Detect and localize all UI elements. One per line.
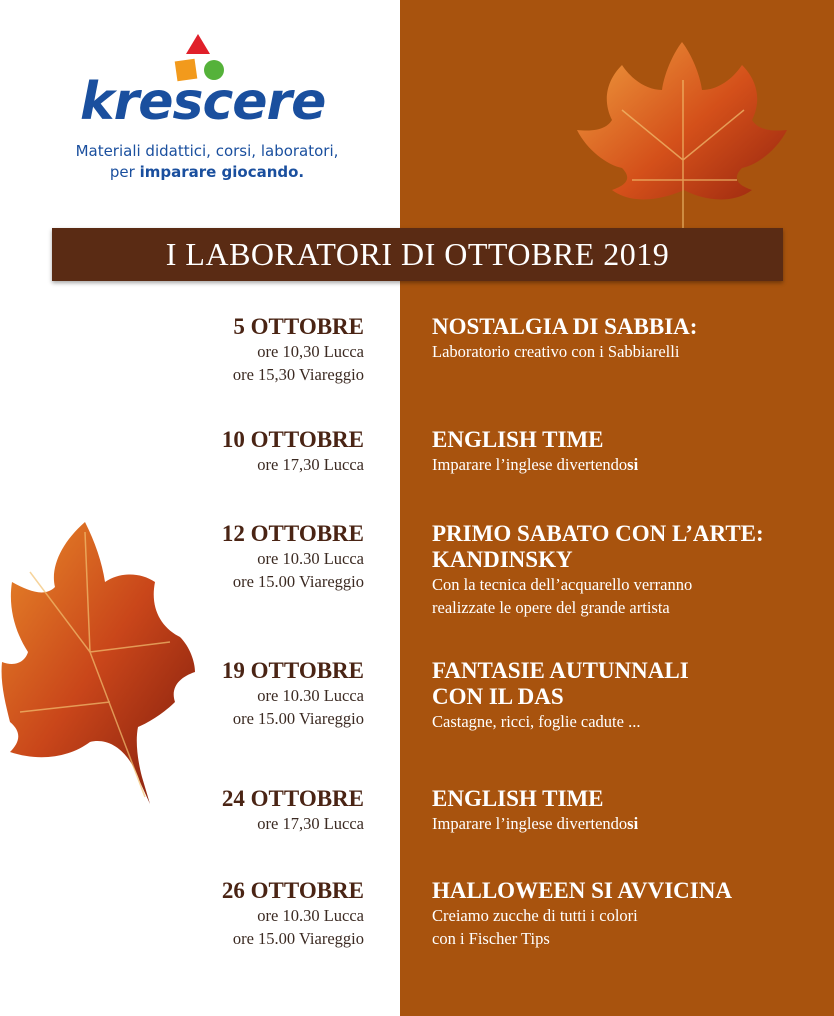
event-info bbox=[432, 521, 812, 619]
brand-name: krescere bbox=[80, 72, 326, 132]
event-title: FANTASIE AUTUNNALI bbox=[432, 658, 689, 683]
event-time: ore 10.30 Lucca bbox=[257, 906, 364, 925]
event-time: ore 15.00 Viareggio bbox=[232, 709, 364, 728]
event-description: Con la tecnica dell’acquarello verranno bbox=[432, 575, 693, 594]
event-info bbox=[432, 878, 812, 950]
event-date: 24 OTTOBRE bbox=[221, 786, 364, 811]
event-title: ENGLISH TIME bbox=[432, 427, 604, 452]
tagline-line2: per imparare giocando. bbox=[109, 163, 305, 181]
event-schedule bbox=[64, 314, 364, 386]
event-schedule bbox=[64, 878, 364, 950]
krescere-logo bbox=[52, 32, 372, 192]
event-time: ore 15,30 Viareggio bbox=[232, 365, 364, 384]
event-date: 12 OTTOBRE bbox=[221, 521, 364, 546]
event-schedule bbox=[64, 786, 364, 835]
event-title: KANDINSKY bbox=[432, 547, 573, 572]
event-description: Imparare l’inglese divertendosi bbox=[432, 455, 639, 474]
event-description: Castagne, ricci, foglie cadute ... bbox=[432, 712, 641, 731]
event-title: PRIMO SABATO CON L’ARTE: bbox=[432, 521, 764, 546]
event-time: ore 17,30 Lucca bbox=[257, 455, 364, 474]
event-schedule bbox=[64, 658, 364, 730]
event-date: 19 OTTOBRE bbox=[221, 658, 364, 683]
event-info bbox=[432, 658, 812, 733]
event-time: ore 17,30 Lucca bbox=[257, 814, 364, 833]
event-date: 26 OTTOBRE bbox=[221, 878, 364, 903]
event-schedule bbox=[64, 521, 364, 593]
event-date: 10 OTTOBRE bbox=[221, 427, 364, 452]
event-info bbox=[432, 786, 812, 835]
event-time: ore 10.30 Lucca bbox=[257, 686, 364, 705]
event-date: 5 OTTOBRE bbox=[233, 314, 364, 339]
event-description: Imparare l’inglese divertendosi bbox=[432, 814, 639, 833]
event-time: ore 10,30 Lucca bbox=[257, 342, 364, 361]
event-time: ore 10.30 Lucca bbox=[257, 549, 364, 568]
event-description: realizzate le opere del grande artista bbox=[432, 598, 670, 617]
banner-title: I LABORATORI DI OTTOBRE 2019 bbox=[165, 236, 670, 272]
event-title: HALLOWEEN SI AVVICINA bbox=[432, 878, 732, 903]
event-description: con i Fischer Tips bbox=[432, 929, 550, 948]
event-description: Creiamo zucche di tutti i colori bbox=[432, 906, 638, 925]
event-info bbox=[432, 314, 812, 363]
event-time: ore 15.00 Viareggio bbox=[232, 572, 364, 591]
event-title: ENGLISH TIME bbox=[432, 786, 604, 811]
maple-leaf-icon bbox=[572, 40, 792, 235]
event-description: Laboratorio creativo con i Sabbiarelli bbox=[432, 342, 680, 361]
event-title: CON IL DAS bbox=[432, 684, 564, 709]
tagline-line1: Materiali didattici, corsi, laboratori, bbox=[75, 142, 339, 160]
title-banner bbox=[52, 228, 783, 281]
event-info bbox=[432, 427, 812, 476]
event-title: NOSTALGIA DI SABBIA: bbox=[432, 314, 698, 339]
event-time: ore 15.00 Viareggio bbox=[232, 929, 364, 948]
event-schedule bbox=[64, 427, 364, 476]
